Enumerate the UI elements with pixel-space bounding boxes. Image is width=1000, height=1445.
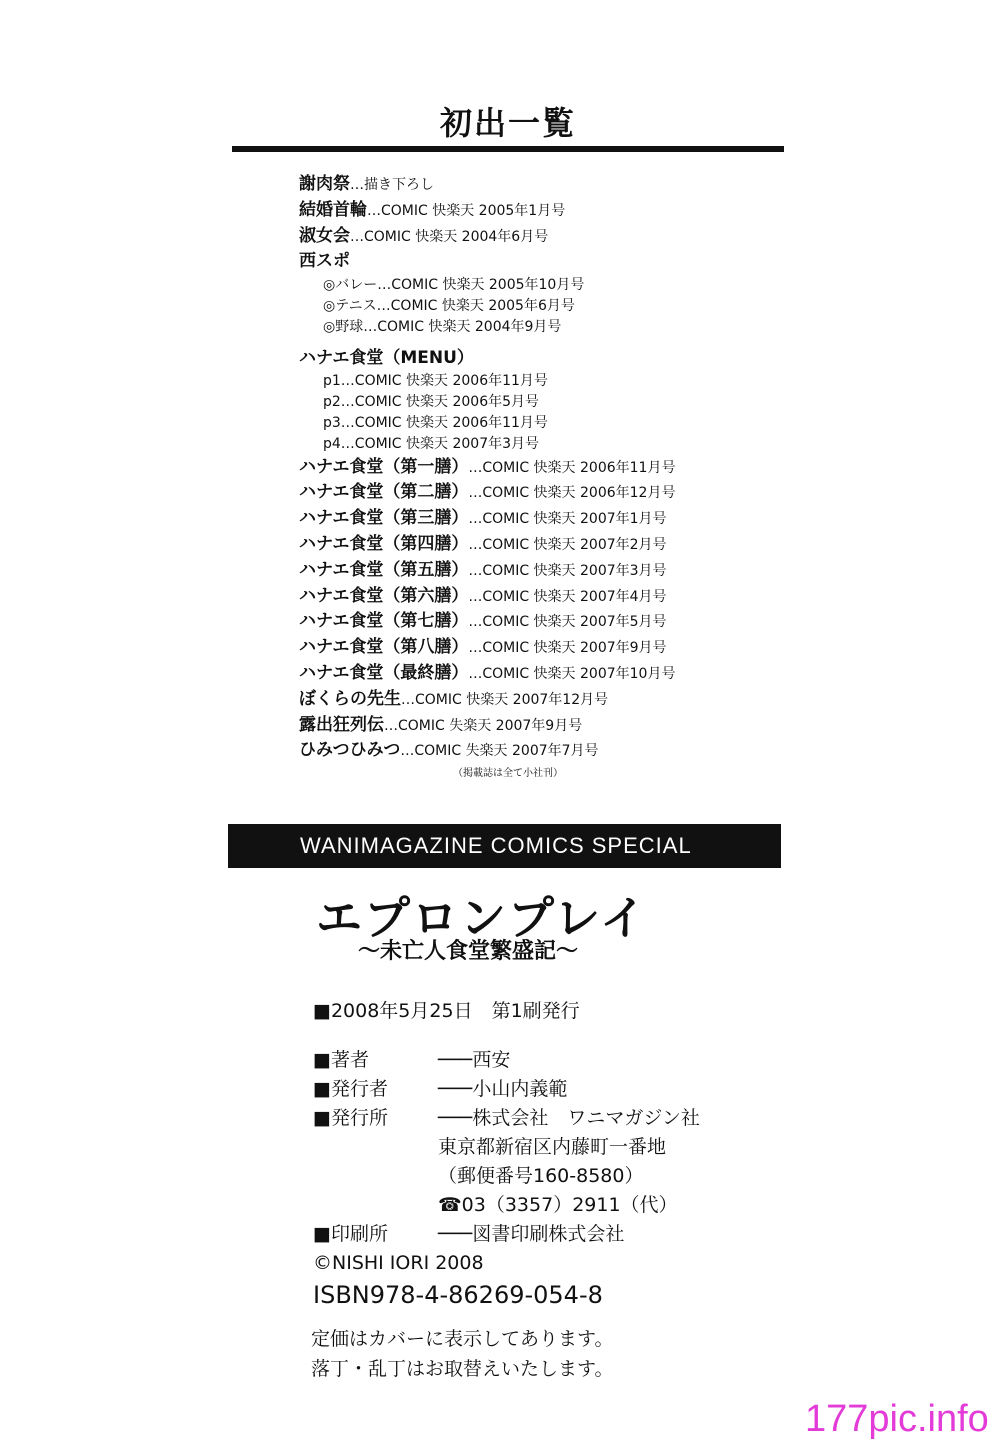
author-row <box>313 1046 678 1075</box>
publication-note: （掲載誌は全て小社刊） <box>453 768 563 779</box>
publisher-value: ───小山内義範 <box>438 1078 568 1100</box>
office-value: ───株式会社 ワニマガジン社 <box>438 1107 700 1129</box>
printer-label: ■印刷所 <box>313 1223 388 1245</box>
sub-list-item <box>299 274 799 295</box>
list-item <box>299 505 799 531</box>
entry-title: ひみつひみつ <box>299 740 401 761</box>
phone-row: ☎03（3357）2911（代） <box>438 1194 678 1216</box>
entry-detail: …描き下ろし <box>350 177 434 193</box>
sub-list-item <box>299 391 799 412</box>
list-item <box>299 583 799 609</box>
entry-title: 結婚首輪 <box>299 199 367 220</box>
author-value: ───西安 <box>438 1049 511 1071</box>
entry-detail: …COMIC 快楽天 2007年4月号 <box>468 588 667 605</box>
entry-detail: …COMIC 失楽天 2007年9月号 <box>384 717 583 734</box>
book-subtitle: 〜未亡人食堂繁盛記〜 <box>358 939 579 964</box>
sub-item-text: p4…COMIC 快楽天 2007年3月号 <box>323 435 540 452</box>
entry-detail: …COMIC 快楽天 2007年12月号 <box>401 691 609 708</box>
list-item <box>299 531 799 557</box>
sub-list-item <box>299 433 799 454</box>
price-note: 定価はカバーに表示してあります。 <box>311 1328 614 1350</box>
defect-note: 落丁・乱丁はお取替えいたします。 <box>311 1358 614 1380</box>
entry-title: ハナエ食堂（最終膳） <box>299 662 469 683</box>
heading-rule <box>232 146 784 152</box>
entry-title: ハナエ食堂（第六膳） <box>299 585 469 606</box>
copyright: ©NISHI IORI 2008 <box>313 1252 484 1274</box>
page-heading: 初出一覧 <box>440 104 577 142</box>
entry-title: ハナエ食堂（第三膳） <box>299 508 469 529</box>
sub-item-text: ◎テニス…COMIC 快楽天 2005年6月号 <box>323 297 575 314</box>
entry-detail: …COMIC 快楽天 2004年6月号 <box>350 228 549 245</box>
list-item <box>299 634 799 660</box>
sub-list-item <box>299 412 799 433</box>
list-item <box>299 660 799 686</box>
isbn: ISBN978-4-86269-054-8 <box>313 1281 603 1309</box>
list-item <box>299 248 799 274</box>
entry-title: ハナエ食堂（第四膳） <box>299 533 469 554</box>
entry-title: ハナエ食堂（第八膳） <box>299 637 469 658</box>
office-row <box>313 1104 700 1133</box>
sub-item-text: p2…COMIC 快楽天 2006年5月号 <box>323 394 540 411</box>
entry-title: ぼくらの先生 <box>299 688 401 709</box>
list-item <box>299 737 799 763</box>
sub-list-item <box>299 316 799 337</box>
list-item <box>299 197 799 223</box>
colophon <box>313 1046 700 1312</box>
printer-row <box>313 1220 678 1249</box>
entry-detail: …COMIC 快楽天 2006年12月号 <box>468 485 676 502</box>
author-label: ■著者 <box>313 1049 369 1071</box>
list-item <box>299 712 799 738</box>
sub-list-item <box>299 370 799 391</box>
entry-title: 謝肉祭 <box>299 174 350 194</box>
footer-notice <box>311 1324 613 1384</box>
entry-title: ハナエ食堂（MENU） <box>299 347 474 368</box>
sub-item-text: p3…COMIC 快楽天 2006年11月号 <box>323 414 548 431</box>
list-item <box>299 686 799 712</box>
series-banner: WANIMAGAZINE COMICS SPECIAL <box>228 824 781 868</box>
sub-item-text: p1…COMIC 快楽天 2006年11月号 <box>323 373 548 390</box>
entry-detail: …COMIC 快楽天 2007年10月号 <box>468 665 676 682</box>
printer-value: ───図書印刷株式会社 <box>438 1223 625 1245</box>
entry-title: ハナエ食堂（第二膳） <box>299 482 469 503</box>
book-title: エプロンプレイ <box>316 891 648 945</box>
publisher-row <box>313 1075 678 1104</box>
list-item <box>299 171 799 197</box>
entry-detail: …COMIC 快楽天 2007年3月号 <box>468 562 667 579</box>
list-item <box>299 608 799 634</box>
address-row: 東京都新宿区内藤町一番地 <box>438 1136 667 1158</box>
entry-title: ハナエ食堂（第五膳） <box>299 559 469 580</box>
first-appearance-list <box>299 171 799 763</box>
list-item <box>299 345 799 371</box>
entry-detail: …COMIC 快楽天 2007年5月号 <box>468 614 667 631</box>
entry-title: 露出狂列伝 <box>299 714 384 735</box>
entry-detail: …COMIC 快楽天 2007年1月号 <box>468 511 667 528</box>
sub-list-item <box>299 295 799 316</box>
entry-title: 西スポ <box>299 251 350 272</box>
entry-detail: …COMIC 快楽天 2007年9月号 <box>468 640 667 657</box>
sub-item-text: ◎野球…COMIC 快楽天 2004年9月号 <box>323 318 562 335</box>
entry-detail: …COMIC 失楽天 2007年7月号 <box>400 743 599 760</box>
list-item <box>299 454 799 480</box>
entry-detail: …COMIC 快楽天 2005年1月号 <box>367 202 566 219</box>
publish-date: ■2008年5月25日 第1刷発行 <box>313 1000 580 1022</box>
entry-title: ハナエ食堂（第一膳） <box>299 456 469 477</box>
list-item <box>299 557 799 583</box>
entry-detail: …COMIC 快楽天 2006年11月号 <box>468 459 676 476</box>
list-item <box>299 223 799 249</box>
entry-title: 淑女会 <box>299 225 350 246</box>
publisher-label: ■発行者 <box>313 1078 388 1100</box>
entry-detail: …COMIC 快楽天 2007年2月号 <box>468 536 667 553</box>
entry-title: ハナエ食堂（第七膳） <box>299 611 469 632</box>
list-item <box>299 479 799 505</box>
office-label: ■発行所 <box>313 1107 388 1129</box>
sub-item-text: ◎バレー…COMIC 快楽天 2005年10月号 <box>323 277 585 294</box>
postal-row: （郵便番号160-8580） <box>438 1165 644 1187</box>
site-watermark: 177pic.info <box>805 1398 989 1440</box>
